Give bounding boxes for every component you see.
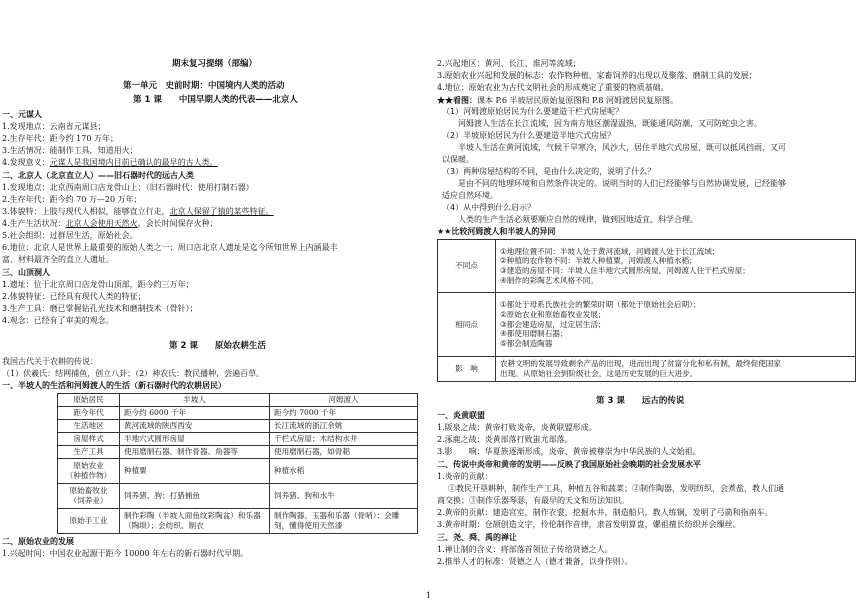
- text-line: 商交换；③制作乐器琴瑟，有最早的天文和历法知识。: [437, 496, 629, 505]
- table-header: 半坡人: [120, 394, 270, 407]
- section-banpo-heading: 一、半坡人的生活和河姆渡人的生活（新石器时代的农耕居民）: [2, 381, 226, 390]
- answer-line: 是由不同的地理环境和自然条件决定的。说明当时的人们已经能够与自然协调发展，已经能够: [458, 179, 786, 188]
- peking-body-note: 北京人保留了猿的某些特征。: [169, 207, 274, 216]
- lesson-1-title: 第 1 课 中国早期人类的代表——北京人: [133, 95, 298, 105]
- text-line: ★★看图：课本 P.6 半坡居民原始复原图和 P.8 河姆渡居民复原图。: [437, 95, 678, 105]
- text-line: 1.禅让制的含义：将部落首领位子传给贤德之人。: [437, 545, 613, 554]
- text-line: 富、材料最齐全的直立人遗址。: [2, 255, 114, 264]
- section-yuanmou-heading: 一、元谋人: [2, 110, 42, 119]
- question-line: （3）两种房屋结构的不同，是由什么决定的，说明了什么？: [442, 167, 656, 176]
- section-yanhuang-heading: 一、炎黄联盟: [437, 411, 485, 420]
- text-line: 1.炎帝的贡献：: [437, 472, 493, 481]
- lesson-3-title: 第 3 课 远古的传说: [596, 396, 685, 406]
- question-line: （4）从中得到什么启示？: [442, 203, 536, 212]
- text-line: 4.生产生活状况：北京人会使用天然火，会长时间保存火种；: [2, 219, 218, 228]
- question-line: （2）半坡原始居民为什么要建造半地穴式房屋？: [442, 131, 616, 140]
- text-line: 4.发现意义：元谋人是我国境内目前已确认的最早的古人类。: [2, 158, 218, 167]
- text-line: 我国古代关于农耕的传说：: [2, 357, 98, 366]
- text-line: 2.涿鹿之战：炎黄部落打败蚩尤部落。: [437, 435, 573, 444]
- text-line: 4.观念：已经有了审美的观念。: [2, 316, 114, 325]
- table-row: 原始农业 （种植作物） 种植粟 种植水稻: [58, 459, 418, 484]
- section-inventions-heading: 二、传说中炎帝和黄帝的发明——反映了我国原始社会晚期的社会发展水平: [437, 460, 701, 469]
- comparison-table: [57, 393, 418, 534]
- table-row: 距今年代 距今约 6000 千年 距今约 7000 千年: [58, 407, 418, 420]
- table-header: 原始居民: [58, 394, 120, 407]
- table-row: 原始手工业 制作彩陶（半坡人面鱼纹彩陶盆）和乐器（陶埙）；会纺织、制衣 制作陶器、玉器和乐器（骨哨）；会雕刻，懂得使用天然漆: [58, 509, 418, 534]
- text-line: 2.体貌特征：已经具有现代人类的特征；: [2, 292, 146, 301]
- text-line: 1.阪泉之战：黄帝打败炎帝，炎黄联盟形成。: [437, 423, 597, 432]
- text-line: （1）伏羲氏：结网捕鱼，创立八卦；（2）神农氏：教民播种，尝遍百草。: [2, 369, 265, 378]
- text-line: 3.影 响：华夏族逐渐形成，炎帝、黄帝被尊崇为中华民族的人文始祖。: [437, 447, 701, 456]
- text-line: 1.遗址：位于北京周口店龙骨山顶部，距今约三万年；: [2, 280, 194, 289]
- text-line: 2.生存年代：距今约 70 万—20 万年；: [2, 195, 142, 204]
- answer-line: 适应自然环境。: [442, 191, 498, 200]
- text-line: 2.生存年代：距今约 170 万年；: [2, 134, 118, 143]
- section-peking-heading: 二、北京人（北京直立人）——旧石器时代的远古人类: [2, 171, 194, 180]
- peking-fire-note: 北京人会使用天然火: [65, 219, 138, 228]
- table-row: 不同点 ①地理位置不同：半坡人处于黄河流域，河姆渡人处于长江流域； ②种植的农作物不同：半坡人种植粟，河姆渡人种植水稻； ③建造的房屋不同：半坡人住半地穴式圆形房屋，河姆渡人住干栏式房屋； ④制作的彩陶艺术风格不同。: [438, 240, 856, 293]
- text-line: 1.发现地点：云南省元谋县；: [2, 122, 106, 131]
- text-line: 2.黄帝的贡献：建造宫室，制作衣裳，挖掘水井，制造船只，教人练铜，发明了弓箭和指南车。: [437, 508, 773, 517]
- unit-1-title: 第一单元 史前时期：中国境内人类的活动: [123, 81, 285, 91]
- text-line: 1.兴起时间：中国农业起源于距今 10000 年左右的新石器时代早期。: [2, 549, 249, 558]
- document-title: 期末复习提纲（部编）: [172, 59, 258, 69]
- table-row: 生活地区 黄河流域的陕西西安 长江流域的浙江余姚: [58, 420, 418, 433]
- text-line: 5.社会组织：过群居生活，原始社会。: [2, 231, 138, 240]
- answer-line: 河姆渡人生活在长江流域，因为南方地区潮湿温热，既能通风防潮，又可防蛇虫之害。: [458, 119, 762, 128]
- yuanmou-significance: 元谋人是我国境内目前已确认的最早的古人类。: [49, 158, 218, 167]
- table-row: 原始畜牧业 （饲养业） 饲养猪、狗；打猎捕鱼 饲养猪、狗和水牛: [58, 484, 418, 509]
- text-line: 6.地位：北京人是世界上最重要的原始人类之一；周口店北京人遗址是迄今所知世界上内涵最丰: [2, 243, 338, 252]
- answer-line: 人类的生产生活必须要顺应自然的规律，做到因地适宜、科学合理。: [458, 215, 698, 224]
- contrast-heading: ★★比较河姆渡人和半坡人的异同: [437, 227, 556, 236]
- text-line: 1.发现地点：北京西南周口店龙骨山上；（旧石器时代：使用打制石器）: [2, 183, 254, 192]
- text-line: 2.兴起地区：黄河、长江、淮河等流域；: [437, 59, 581, 68]
- text-line: 3.生产工具：磨已掌握钻孔光技术和磨制技术（骨针）；: [2, 304, 198, 313]
- section-develop-heading: 二、原始农业的发展: [2, 537, 74, 546]
- text-line: ①教民开垦耕种，制作生产工具，种植五谷和蔬菜；②制作陶器，发明纺织，会煮盐，教人们通: [448, 484, 784, 493]
- table-header: 河姆渡人: [270, 394, 418, 407]
- contrast-table: [437, 239, 856, 382]
- text-line: 3.原始农业兴起和发展的标志：农作物种植、家畜饲养的出现以及聚落、磨制工具的发展；: [437, 71, 757, 80]
- table-row: 房屋样式 半地穴式圆形房屋 干栏式房屋；木结构水井: [58, 433, 418, 446]
- question-line: （1）河姆渡原始居民为什么要建造干栏式房屋呢？: [442, 107, 624, 116]
- section-shanding-heading: 三、山顶洞人: [2, 268, 50, 277]
- text-line: 3.体貌特：上肢与现代人相似，能够直立行走，北京人保留了猿的某些特征。: [2, 207, 274, 216]
- same-label: 相同点: [438, 293, 496, 357]
- table-row: 相同点 ①都处于母系氏族社会的繁荣时期（都处于原始社会后期）； ②原始农业和原始畜牧业发展； ③都会建造房屋，过定居生活； ④都使用磨制石器； ⑤都会制造陶器: [438, 293, 856, 357]
- table-row: 影 响 农耕文明的发展导致剩余产品的出现，进而出现了贫富分化和私有制，最终促使国家 出现。从原始社会到阶级社会，这是历史发展的巨大进步。: [438, 357, 856, 382]
- section-shanrang-heading: 三、尧、舜、禹的禅让: [437, 533, 517, 542]
- diff-label: 不同点: [438, 240, 496, 293]
- text-line: 3.生活情况：能制作工具，知道用火；: [2, 146, 138, 155]
- impact-label: 影 响: [438, 357, 496, 382]
- lesson-2-title: 第 2 课 原始农耕生活: [169, 341, 266, 351]
- table-row: 生产工具 使用磨制石器、制作骨器、角器等 使用磨制石器，如骨耜: [58, 446, 418, 459]
- text-line: 2.推举人才的标准：贤德之人（德才兼备，以身作则）。: [437, 557, 633, 566]
- answer-line: 半坡人生活在黄河流域，气候干旱寒冷，风沙大，居住半地穴式房屋，既可以抵风挡雨，又可: [458, 143, 786, 152]
- text-line: 3.黄帝时期：仓颉创造文字，伶伦制作音律，隶首发明算盘，嫘祖擅长纺织并会缫丝。: [437, 520, 741, 529]
- page-number: 1: [426, 591, 432, 600]
- text-line: 4.地位：原始农业为古代文明社会的形成奠定了重要的物质基础。: [437, 83, 669, 92]
- answer-line: 以保暖。: [442, 155, 474, 164]
